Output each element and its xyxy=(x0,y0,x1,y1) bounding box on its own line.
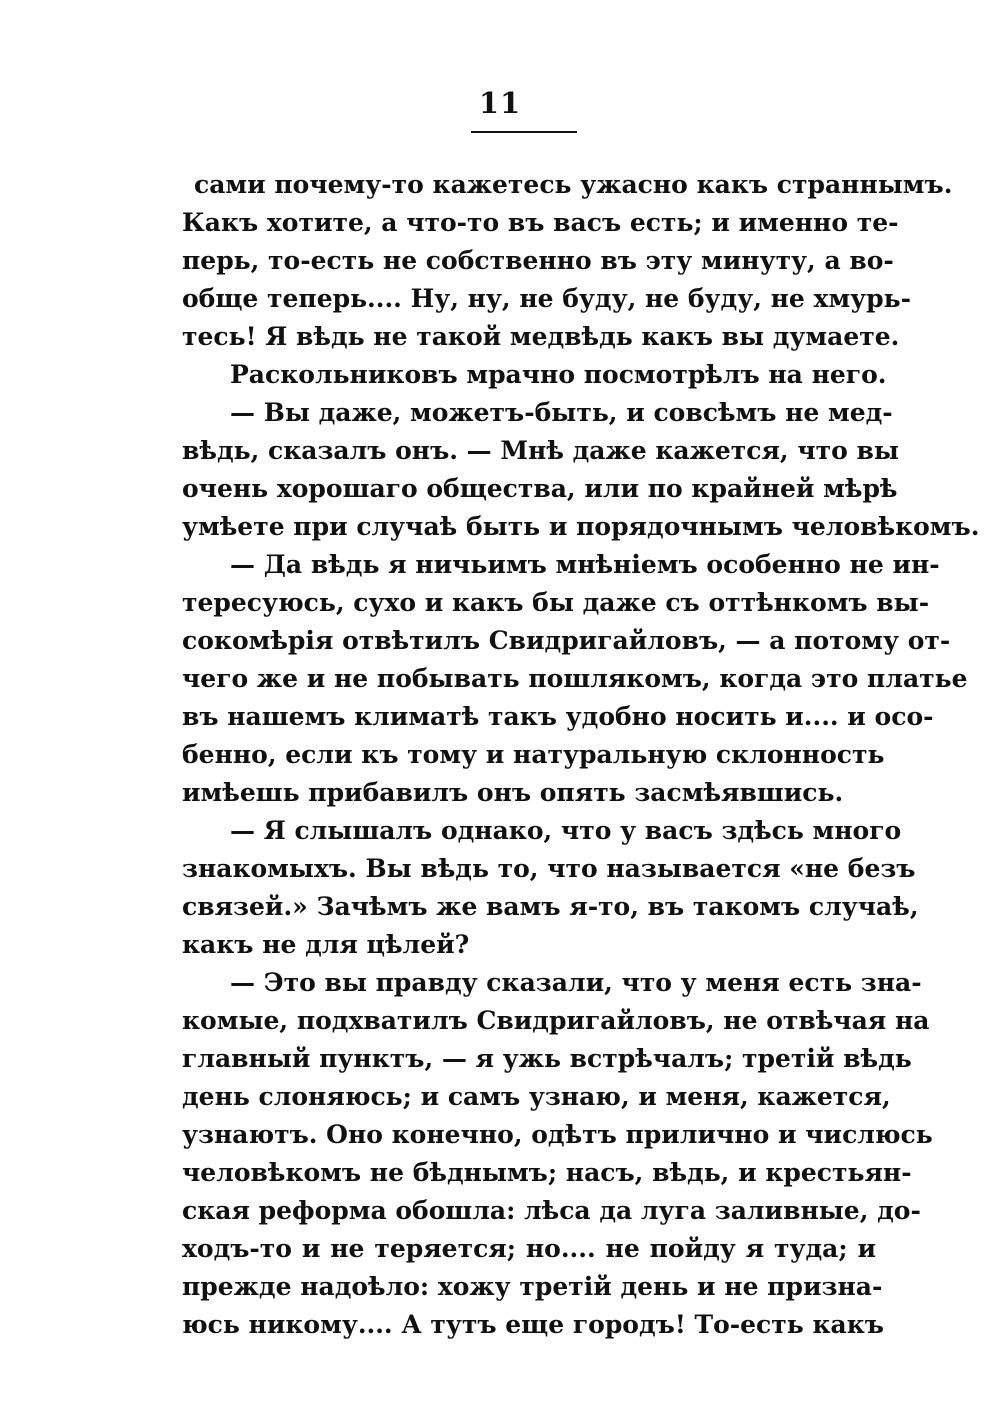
text-line: Раскольниковъ мрачно посмотрѣлъ на него. xyxy=(230,360,887,389)
text-line: сами почему-то кажетесь ужасно какъ страннымъ. xyxy=(194,170,953,199)
text-line: комые, подхватилъ Свидригайловъ, не отвѣчая на xyxy=(182,1006,930,1035)
text-line: — Вы даже, можетъ-быть, и совсѣмъ не мед- xyxy=(230,398,893,427)
text-line: узнаютъ. Оно конечно, одѣтъ прилично и числюсь xyxy=(182,1120,933,1149)
text-line: перь, то-есть не собственно въ эту минуту, а во- xyxy=(182,246,894,275)
text-line: — Я слышалъ однако, что у васъ здѣсь много xyxy=(230,816,902,845)
text-line: юсь никому.... А тутъ еще городъ! То-есть какъ xyxy=(182,1310,884,1339)
text-line: обще теперь.... Ну, ну, не буду, не буду, не хмурь- xyxy=(182,284,911,313)
text-line: чего же и не побывать пошлякомъ, когда это платье xyxy=(182,664,968,693)
text-line: умѣете при случаѣ быть и порядочнымъ человѣкомъ. xyxy=(182,512,980,541)
text-line: ская реформа обошла: лѣса да луга заливные, до- xyxy=(182,1196,921,1225)
text-line: — Это вы правду сказали, что у меня есть зна- xyxy=(230,968,922,997)
text-line: главный пунктъ, — я ужь встрѣчалъ; третій вѣдь xyxy=(182,1044,912,1073)
text-line: ходъ-то и не теряется; но.... не пойду я туда; и xyxy=(182,1234,876,1263)
text-line: очень хорошаго общества, или по крайней мѣрѣ xyxy=(182,474,898,503)
text-line: сокомѣрія отвѣтилъ Свидригайловъ, — а потому от- xyxy=(182,626,951,655)
text-line: вѣдь, сказалъ онъ. — Мнѣ даже кажется, что вы xyxy=(182,436,899,465)
header-rule xyxy=(471,131,577,133)
text-line: имѣешь прибавилъ онъ опять засмѣявшись. xyxy=(182,778,844,807)
text-line: человѣкомъ не бѣднымъ; насъ, вѣдь, и крестьян- xyxy=(182,1158,912,1187)
text-line: — Да вѣдь я ничьимъ мнѣніемъ особенно не ин- xyxy=(230,550,940,579)
page-number: 11 xyxy=(478,86,522,120)
text-line: Какъ хотите, а что-то въ васъ есть; и именно те- xyxy=(182,208,899,237)
text-line: связей.» Зачѣмъ же вамъ я-то, въ такомъ случаѣ, xyxy=(182,892,919,921)
text-line: прежде надоѣло: хожу третій день и не призна- xyxy=(182,1272,883,1301)
body-text xyxy=(182,166,980,1344)
text-line: въ нашемъ климатѣ такъ удобно носить и.... и осо- xyxy=(182,702,934,731)
text-line: какъ не для цѣлей? xyxy=(182,930,470,959)
text-line: день слоняюсь; и самъ узнаю, и меня, кажется, xyxy=(182,1082,891,1111)
text-line: бенно, если къ тому и натуральную склонность xyxy=(182,740,885,769)
text-line: знакомыхъ. Вы вѣдь то, что называется «не безъ xyxy=(182,854,916,883)
text-line: тересуюсь, сухо и какъ бы даже съ оттѣнкомъ вы- xyxy=(182,588,930,617)
text-line: тесь! Я вѣдь не такой медвѣдь какъ вы думаете. xyxy=(182,322,900,351)
